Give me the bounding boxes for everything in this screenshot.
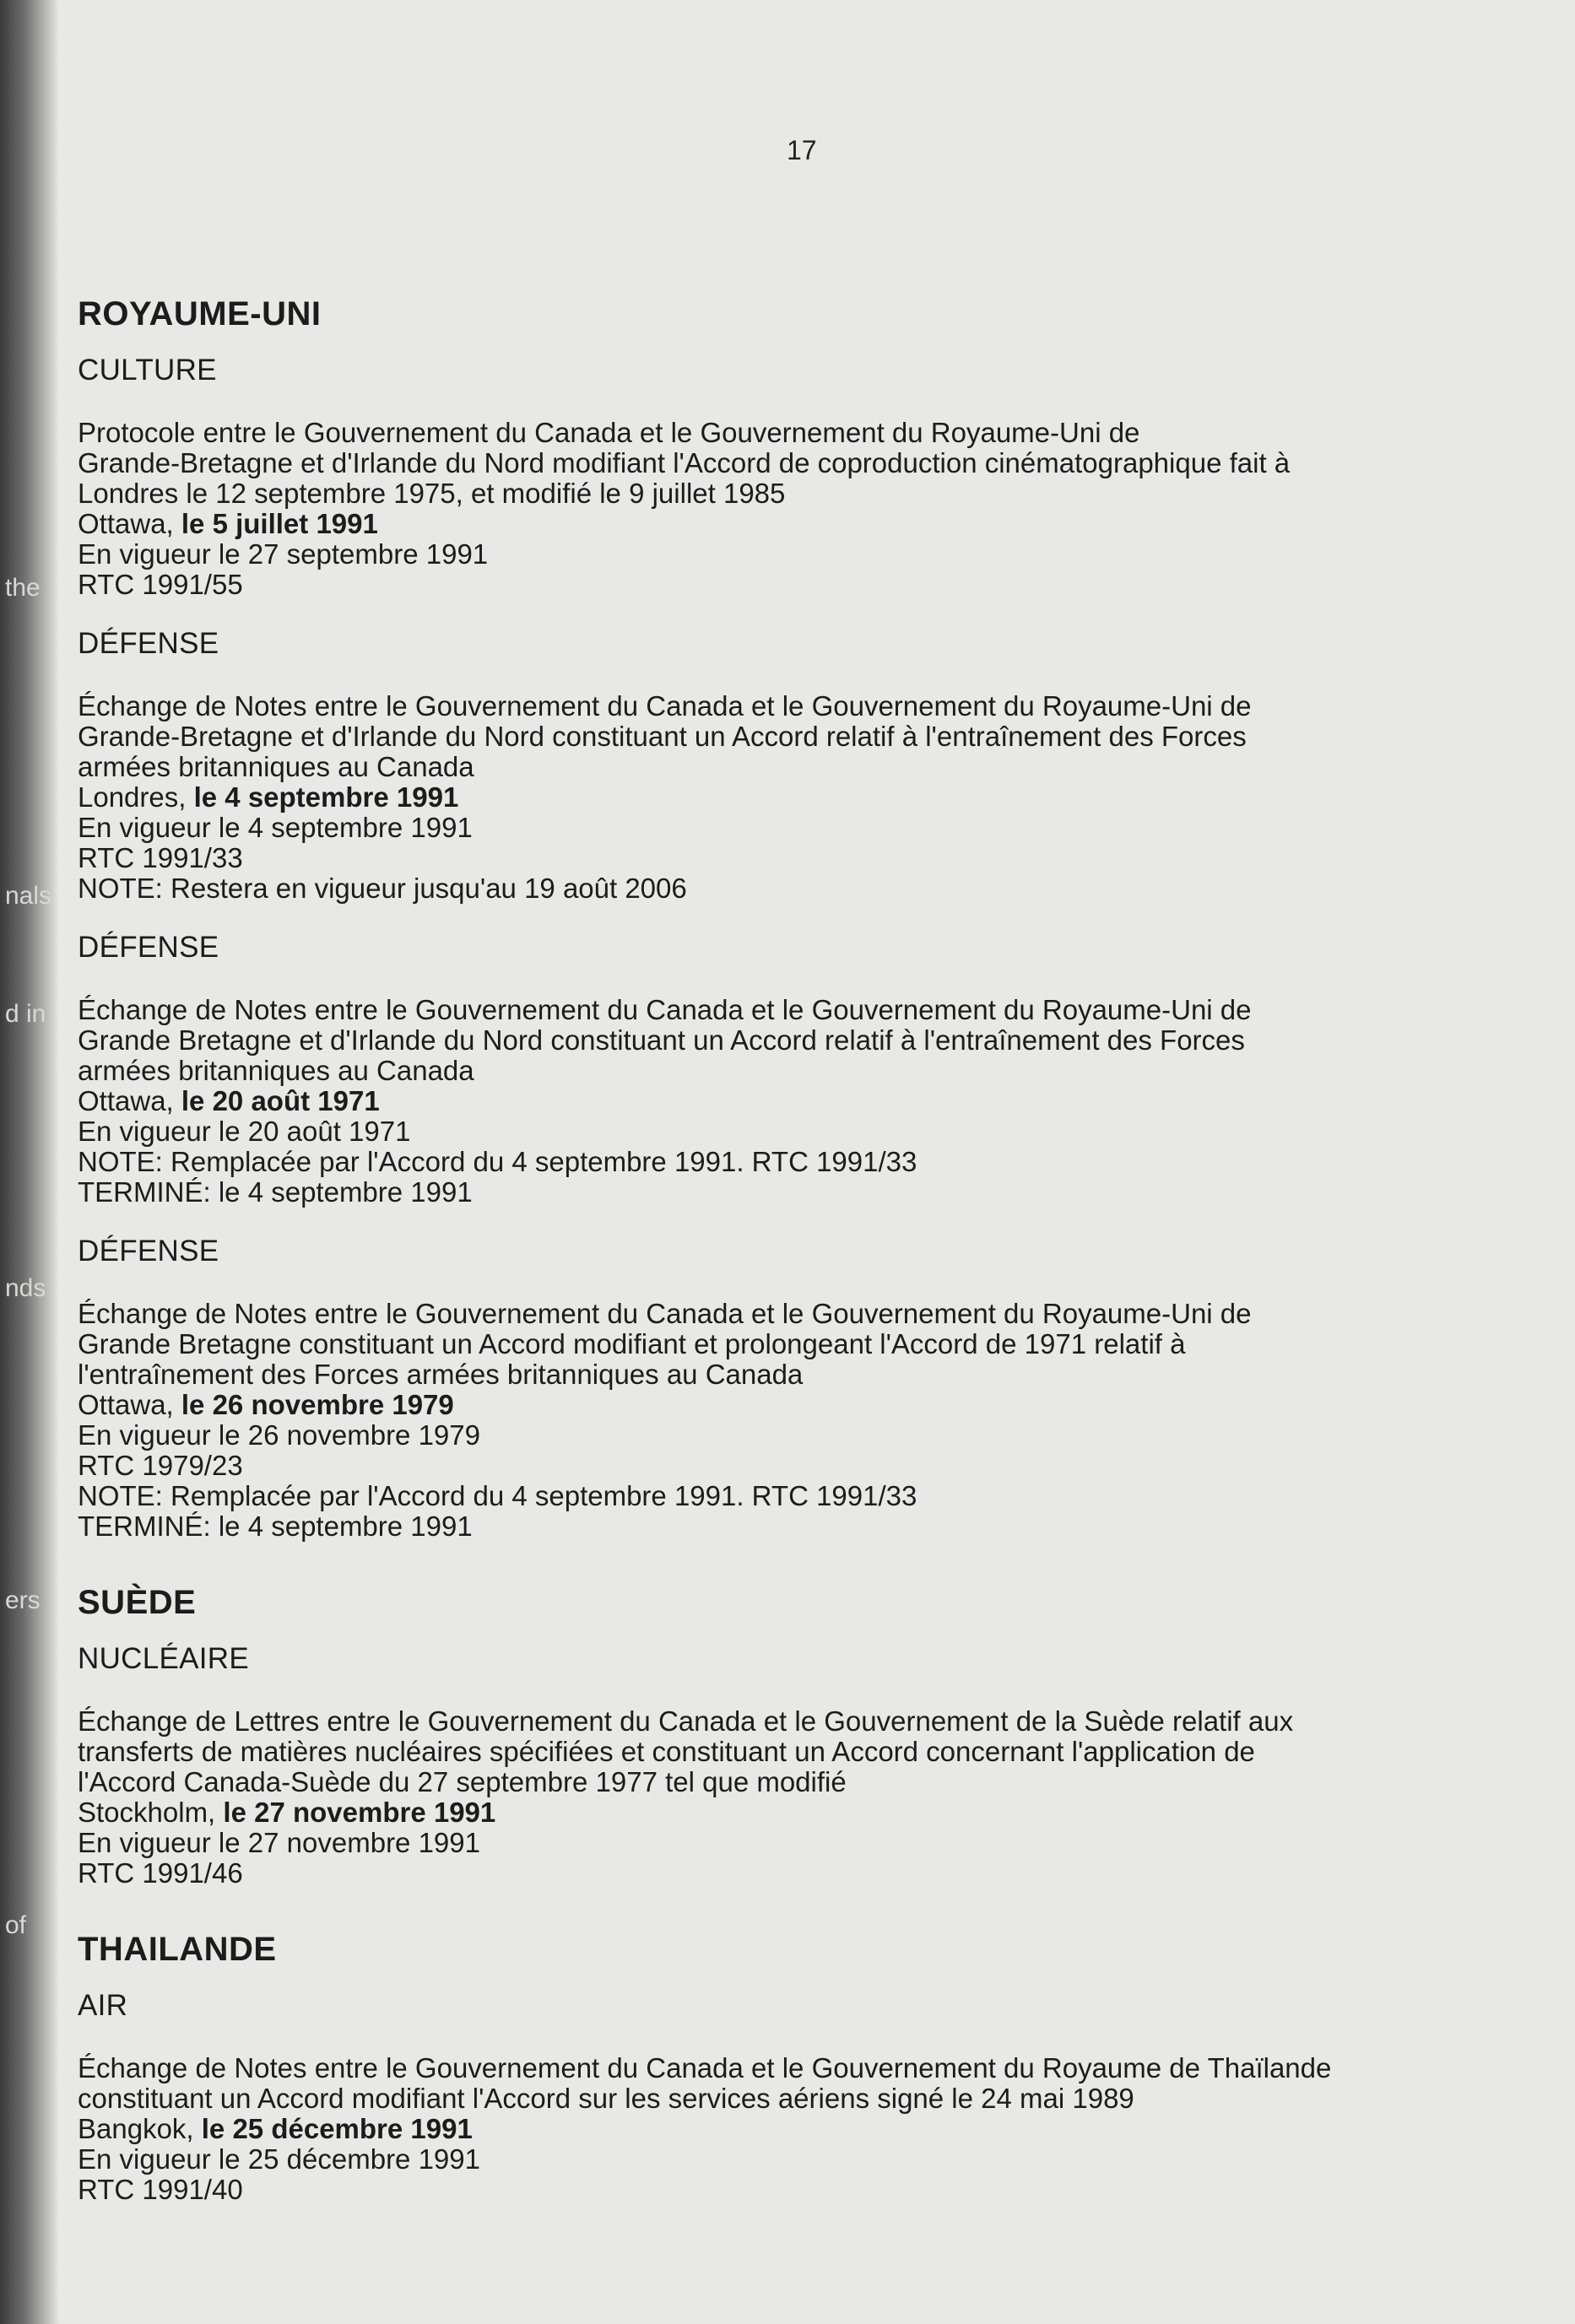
subject-heading: NUCLÉAIRE xyxy=(78,1642,250,1675)
treaty-detail-line: TERMINÉ: le 4 septembre 1991 xyxy=(78,1176,473,1208)
treaty-entry xyxy=(78,2053,1563,2205)
margin-fragment: the xyxy=(5,574,41,602)
treaty-detail-line: En vigueur le 4 septembre 1991 xyxy=(78,812,473,843)
margin-fragment: of xyxy=(5,1911,27,1939)
treaty-entry xyxy=(78,418,1563,600)
treaty-title-line: Grande Bretagne et d'Irlande du Nord constituant un Accord relatif à l'entraînement des Forces xyxy=(78,1024,1245,1056)
subject-heading: DÉFENSE xyxy=(78,627,219,660)
treaty-detail-line: RTC 1979/23 xyxy=(78,1450,243,1481)
treaty-detail-line: En vigueur le 27 novembre 1991 xyxy=(78,1827,480,1858)
adjacent-page-fragments xyxy=(0,0,59,2324)
signature-date: le 25 décembre 1991 xyxy=(201,2113,473,2144)
margin-fragment: nds xyxy=(5,1274,46,1302)
treaty-title-line: Londres le 12 septembre 1975, et modifié le 9 juillet 1985 xyxy=(78,478,786,509)
treaty-detail-line: En vigueur le 27 septembre 1991 xyxy=(78,538,489,570)
signature-line xyxy=(78,1390,1563,1420)
signature-place: Ottawa, xyxy=(78,1389,174,1420)
treaty-title-line: Échange de Notes entre le Gouvernement du Canada et le Gouvernement du Royaume-Uni de xyxy=(78,1298,1252,1329)
signature-date: le 20 août 1971 xyxy=(181,1085,380,1116)
signature-place: Stockholm, xyxy=(78,1797,216,1828)
signature-date: le 26 novembre 1979 xyxy=(181,1389,454,1420)
treaty-detail-line: En vigueur le 25 décembre 1991 xyxy=(78,2143,480,2175)
signature-line xyxy=(78,1086,1563,1116)
treaty-detail-line: NOTE: Restera en vigueur jusqu'au 19 août 2006 xyxy=(78,873,687,904)
signature-line xyxy=(78,782,1563,813)
treaty-title-line: Protocole entre le Gouvernement du Canada et le Gouvernement du Royaume-Uni de xyxy=(78,417,1140,448)
treaty-detail-line: RTC 1991/33 xyxy=(78,842,243,873)
signature-place: Bangkok, xyxy=(78,2113,194,2144)
signature-date: le 27 novembre 1991 xyxy=(223,1797,496,1828)
signature-line xyxy=(78,2114,1563,2144)
treaty-title-line: l'entraînement des Forces armées britanniques au Canada xyxy=(78,1359,804,1390)
signature-place: Ottawa, xyxy=(78,1085,174,1116)
treaty-title-line: Échange de Notes entre le Gouvernement du Canada et le Gouvernement du Royaume-Uni de xyxy=(78,994,1252,1025)
signature-date: le 5 juillet 1991 xyxy=(181,508,378,539)
treaty-detail-line: En vigueur le 20 août 1971 xyxy=(78,1116,411,1147)
treaty-entry xyxy=(78,691,1563,904)
treaty-title-line: armées britanniques au Canada xyxy=(78,1055,474,1086)
treaty-entry xyxy=(78,1706,1563,1889)
subject-heading: CULTURE xyxy=(78,354,217,386)
treaty-title-line: Grande Bretagne constituant un Accord modifiant et prolongeant l'Accord de 1971 relatif à xyxy=(78,1328,1186,1359)
signature-place: Londres, xyxy=(78,781,187,813)
treaty-detail-line: NOTE: Remplacée par l'Accord du 4 septembre 1991. RTC 1991/33 xyxy=(78,1146,917,1177)
treaty-title-line: transferts de matières nucléaires spécifiées et constituant un Accord concernant l'application de xyxy=(78,1736,1255,1767)
margin-fragment: nals xyxy=(5,882,52,910)
treaty-list xyxy=(78,295,1563,2232)
treaty-title-line: constituant un Accord modifiant l'Accord sur les services aériens signé le 24 mai 1989 xyxy=(78,2083,1134,2114)
treaty-title-line: Grande-Bretagne et d'Irlande du Nord constituant un Accord relatif à l'entraînement des Forces xyxy=(78,721,1247,752)
signature-line xyxy=(78,509,1563,539)
margin-fragment: ers xyxy=(5,1586,41,1614)
treaty-entry xyxy=(78,995,1563,1208)
country-heading: THAILANDE xyxy=(78,1931,277,1968)
treaty-detail-line: RTC 1991/46 xyxy=(78,1857,243,1889)
treaty-title-line: Grande-Bretagne et d'Irlande du Nord modifiant l'Accord de coproduction cinématographique fait à xyxy=(78,447,1291,478)
treaty-title-line: Échange de Lettres entre le Gouvernement du Canada et le Gouvernement de la Suède relatif aux xyxy=(78,1705,1294,1737)
treaty-title-line: armées britanniques au Canada xyxy=(78,751,474,782)
treaty-entry xyxy=(78,1299,1563,1542)
subject-heading: AIR xyxy=(78,1989,128,2022)
page-number: 17 xyxy=(787,135,817,165)
country-heading: SUÈDE xyxy=(78,1584,197,1621)
treaty-detail-line: TERMINÉ: le 4 septembre 1991 xyxy=(78,1511,473,1542)
treaty-title-line: l'Accord Canada-Suède du 27 septembre 1977 tel que modifié xyxy=(78,1766,847,1797)
treaty-title-line: Échange de Notes entre le Gouvernement du Canada et le Gouvernement du Royaume-Uni de xyxy=(78,690,1252,722)
signature-date: le 4 septembre 1991 xyxy=(193,781,459,813)
treaty-detail-line: RTC 1991/40 xyxy=(78,2174,243,2205)
subject-heading: DÉFENSE xyxy=(78,1235,219,1267)
treaty-title-line: Échange de Notes entre le Gouvernement du Canada et le Gouvernement du Royaume de Thaïlande xyxy=(78,2052,1332,2083)
country-heading: ROYAUME-UNI xyxy=(78,295,322,332)
treaty-detail-line: En vigueur le 26 novembre 1979 xyxy=(78,1419,480,1451)
signature-line xyxy=(78,1797,1563,1828)
treaty-detail-line: NOTE: Remplacée par l'Accord du 4 septembre 1991. RTC 1991/33 xyxy=(78,1480,917,1511)
margin-fragment: d in xyxy=(5,1000,46,1028)
treaty-detail-line: RTC 1991/55 xyxy=(78,569,243,600)
signature-place: Ottawa, xyxy=(78,508,174,539)
subject-heading: DÉFENSE xyxy=(78,931,219,964)
